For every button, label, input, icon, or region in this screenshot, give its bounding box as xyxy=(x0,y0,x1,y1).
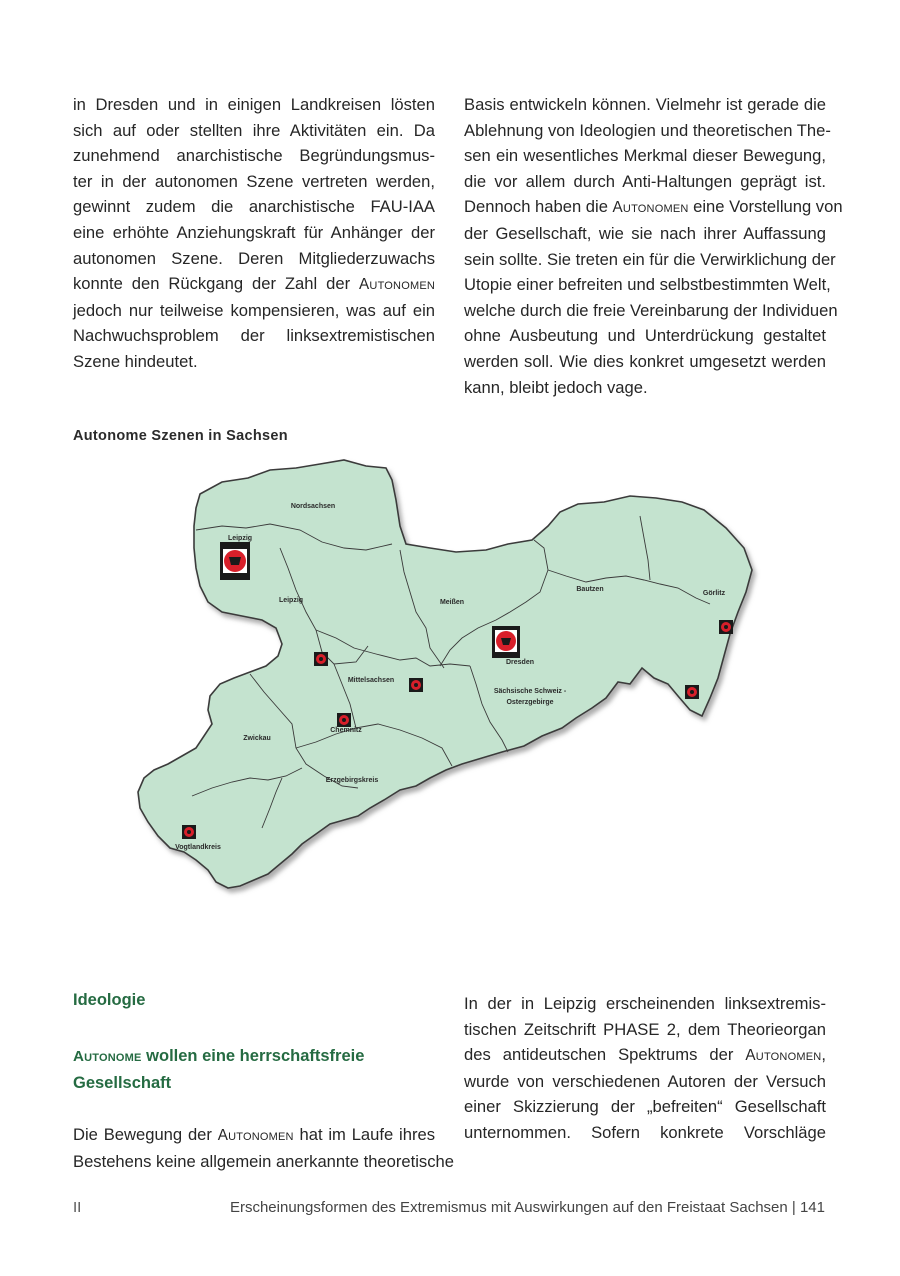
text-line: Ablehnung von Ideologien und theoretischen The- xyxy=(464,120,831,140)
region-label-vogtlandkreis: Vogtlandkreis xyxy=(175,844,221,851)
text-line: ter in der autonomen Szene vertreten werden, xyxy=(73,171,435,191)
text-line: sein sollte. Sie treten ein für die Verwirklichung der xyxy=(464,249,836,269)
text-line: Szene hindeutet. xyxy=(73,351,198,371)
subsection-title xyxy=(73,1043,433,1096)
term-autonomen: Autonomen xyxy=(745,1047,822,1065)
subtitle-text: Gesellschaft xyxy=(73,1074,172,1092)
antifa-marker-leipzig xyxy=(220,542,250,580)
text-line: Bestehens keine allgemein anerkannte theoretische xyxy=(73,1151,454,1171)
term-autonome: Autonome xyxy=(73,1048,142,1065)
section-title: Ideologie xyxy=(73,991,146,1009)
text-line: Nachwuchsproblem der linksextremistischen xyxy=(73,326,435,346)
text-line: jedoch nur teilweise kompensieren, was auf ein xyxy=(73,300,435,320)
text-line: in Dresden und in einigen Landkreisen lösten xyxy=(73,95,435,114)
text-segment: , xyxy=(821,1045,826,1065)
text-segment: des antideutschen Spektrums der xyxy=(464,1045,746,1065)
region-label-dresden: Dresden xyxy=(505,659,535,666)
saxony-map-svg xyxy=(130,452,770,932)
text-line: werden soll. Wie dies konkret umgesetzt werden xyxy=(464,351,826,371)
text-column-bottom-left xyxy=(73,1122,454,1174)
region-label-leipzig-district: Leipzig xyxy=(278,597,304,604)
antifa-marker-small xyxy=(685,685,699,699)
text-line: kann, bleibt jedoch vage. xyxy=(464,377,648,397)
footer-running-title: Erscheinungsformen des Extremismus mit Auswirkungen auf den Freistaat Sachsen | 141 xyxy=(229,1199,825,1216)
text-segment: eine Vorstellung von xyxy=(688,197,843,217)
term-autonomen: Autonomen xyxy=(359,276,435,294)
text-line: unternommen. Sofern konkrete Vorschläge xyxy=(464,1122,826,1142)
antifa-marker-small xyxy=(409,678,423,692)
region-label-goerlitz: Görlitz xyxy=(702,590,726,597)
antifa-marker-small xyxy=(719,620,733,634)
text-line: sen ein wesentliches Merkmal dieser Bewegung, xyxy=(464,146,826,166)
region-label-chemnitz: Chemnitz xyxy=(330,727,362,734)
antifa-marker-small xyxy=(314,652,328,666)
saxony-map xyxy=(130,452,770,932)
region-label-saechsische-schweiz: Sächsische Schweiz - xyxy=(493,688,567,695)
region-label-bautzen: Bautzen xyxy=(576,586,604,593)
text-line: In der in Leipzig erscheinenden linksextremis- xyxy=(464,994,826,1013)
text-line: gewinnt zudem die anarchistische FAU-IAA xyxy=(73,197,435,217)
text-line: welche durch die freie Vereinbarung der Individuen xyxy=(464,300,838,320)
text-segment: konnte den Rückgang der Zahl der xyxy=(73,274,360,294)
region-label-osterzgebirge: Osterzgebirge xyxy=(506,699,554,706)
antifa-marker-chemnitz xyxy=(337,713,351,727)
term-autonomen: Autonomen xyxy=(612,199,689,217)
text-line: autonomen Szene. Deren Mitgliederzuwachs xyxy=(73,248,435,268)
text-line: der Gesellschaft, wie sie nach ihrer Auffassung xyxy=(464,223,826,243)
antifa-marker-dresden xyxy=(492,626,520,658)
text-line: Basis entwickeln können. Vielmehr ist gerade die xyxy=(464,95,826,114)
text-column-top-right xyxy=(464,92,843,400)
term-autonomen: Autonomen xyxy=(217,1127,294,1144)
text-segment: Die Bewegung der xyxy=(73,1125,218,1144)
text-line: sich auf oder stellten ihre Aktivitäten ein. Da xyxy=(73,120,435,140)
text-line: die vor allem durch Anti-Haltungen geprägt ist. xyxy=(464,171,826,191)
saxony-outline xyxy=(138,460,752,888)
text-line: ohne Ausbeutung und Unterdrückung gestaltet xyxy=(464,326,826,346)
text-line xyxy=(73,271,435,298)
text-line xyxy=(464,1042,826,1069)
region-label-zwickau: Zwickau xyxy=(243,735,271,742)
region-label-leipzig-city: Leipzig xyxy=(227,535,253,542)
text-column-bottom-right xyxy=(464,991,826,1146)
footer-section-number: II xyxy=(73,1199,82,1216)
region-label-mittelsachsen: Mittelsachsen xyxy=(347,677,395,684)
text-segment: hat im Laufe ihres xyxy=(293,1125,435,1144)
text-line: eine erhöhte Anziehungskraft für Anhänger der xyxy=(73,222,435,242)
antifa-marker-vogtland xyxy=(182,825,196,839)
subtitle-text: wollen eine herrschaftsfreie xyxy=(141,1047,365,1065)
text-line: zunehmend anarchistische Begründungsmus- xyxy=(73,146,435,166)
text-segment: Dennoch haben die xyxy=(464,197,613,217)
text-line: tischen Zeitschrift PHASE 2, dem Theorieorgan xyxy=(464,1019,826,1039)
text-column-top-left xyxy=(73,92,435,375)
region-label-nordsachsen: Nordsachsen xyxy=(290,503,336,510)
region-label-erzgebirgskreis: Erzgebirgskreis xyxy=(325,777,379,784)
text-line: wurde von verschiedenen Autoren der Versuch xyxy=(464,1071,826,1091)
map-caption: Autonome Szenen in Sachsen xyxy=(73,428,288,444)
text-line xyxy=(73,1122,435,1149)
region-label-meissen: Meißen xyxy=(439,599,465,606)
text-line xyxy=(464,194,843,221)
text-line: einer Skizzierung der „befreiten“ Gesellschaft xyxy=(464,1097,826,1117)
text-line: Utopie einer befreiten und selbstbestimmten Welt, xyxy=(464,275,831,295)
